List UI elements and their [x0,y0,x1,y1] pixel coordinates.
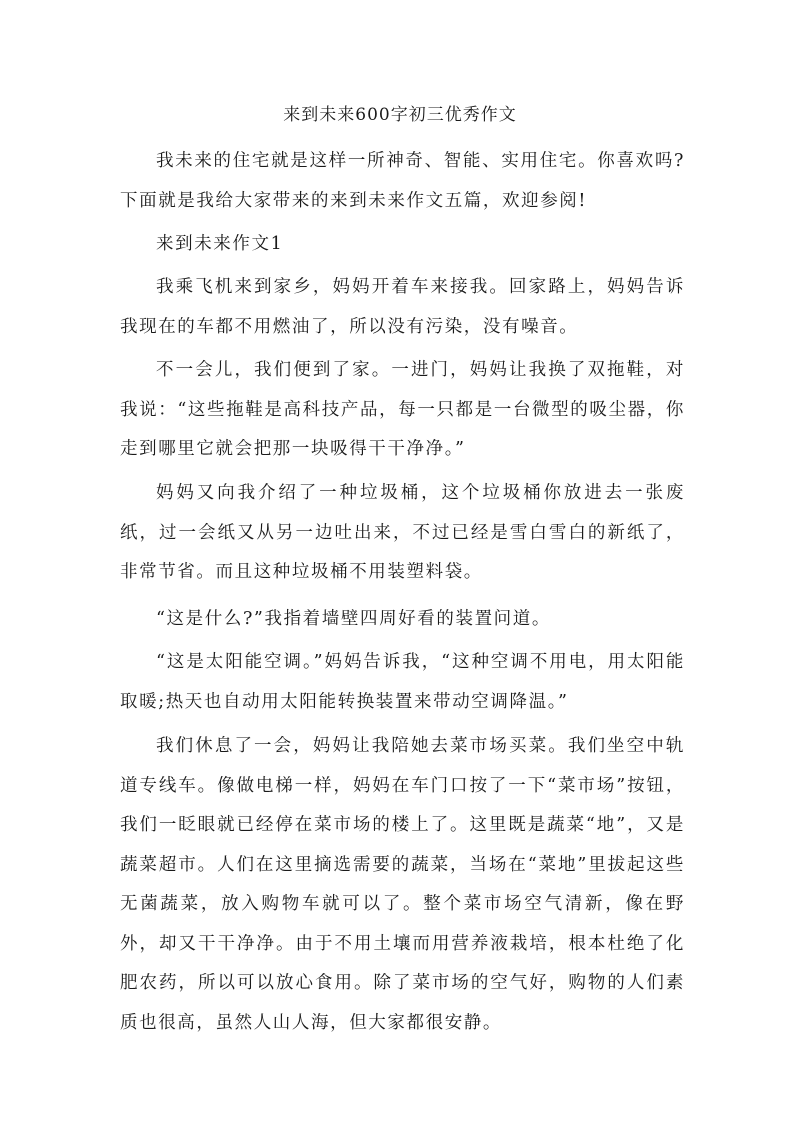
paragraph-5: “这是太阳能空调。”妈妈告诉我，“这种空调不用电，用太阳能取暖;热天也自动用太阳能转换装置来带动空调降温。” [120,652,685,712]
paragraph-1: 我乘飞机来到家乡，妈妈开着车来接我。回家路上，妈妈告诉我现在的车都不用燃油了，所以没有污染，没有噪音。 [120,277,685,337]
paragraph-6: 我们休息了一会，妈妈让我陪她去菜市场买菜。我们坐空中轨道专线车。像做电梯一样，妈妈在车门口按了一下“菜市场”按钮，我们一眨眼就已经停在菜市场的楼上了。这里既是蔬菜“地”，又是蔬菜超市。人们在这里摘选需要的蔬菜，当场在“菜地”里拔起这些无菌蔬菜，放入购物车就可以了。整个菜市场空气清新，像在野外，却又干干净净。由于不用土壤而用营养液栽培，根本杜绝了化肥农药，所以可以放心食用。除了菜市场的空气好，购物的人们素质也很高，虽然人山人海，但大家都很安静。 [120,736,685,1033]
paragraph-3: 妈妈又向我介绍了一种垃圾桶，这个垃圾桶你放进去一张废纸，过一会纸又从另一边吐出来，不过已经是雪白雪白的新纸了，非常节省。而且这种垃圾桶不用装塑料袋。 [120,483,685,582]
document-title: 来到未来600字初三优秀作文 [283,105,517,125]
paragraph-4: “这是什么?”我指着墙壁四周好看的装置问道。 [156,609,551,629]
paragraph-2: 不一会儿，我们便到了家。一进门，妈妈让我换了双拖鞋，对我说：“这些拖鞋是高科技产品，每一只都是一台微型的吸尘器，你走到哪里它就会把那一块吸得干干净净。” [120,360,685,459]
paragraph-intro: 我未来的住宅就是这样一所神奇、智能、实用住宅。你喜欢吗?下面就是我给大家带来的来到未来作文五篇，欢迎参阅! [120,151,685,211]
paragraph-heading-essay-1: 来到未来作文1 [156,234,284,254]
